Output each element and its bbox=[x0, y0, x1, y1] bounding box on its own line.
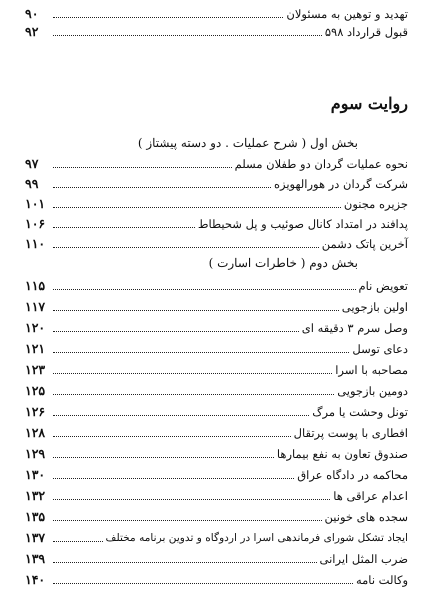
entry-title: سجده های خونین bbox=[324, 510, 408, 524]
toc-entry bbox=[25, 381, 408, 399]
entry-title: آخرین پاتک دشمن bbox=[321, 237, 408, 251]
entry-title: وصل سرم ۳ دقیقه ای bbox=[301, 321, 408, 335]
toc-entry bbox=[25, 318, 408, 336]
entry-title: دعای توسل bbox=[352, 342, 408, 356]
toc-entry bbox=[25, 276, 408, 294]
entry-title: پدافند در امتداد کانال صوئیب و پل شحیطاط bbox=[197, 217, 408, 231]
toc-entry bbox=[25, 194, 408, 212]
dot-leader bbox=[53, 16, 283, 18]
entry-title: ضرب المثل ایرانی bbox=[319, 552, 408, 566]
entry-title: تهدید و توهین به مسئولان bbox=[286, 7, 408, 21]
entry-page: ۱۱۰ bbox=[25, 236, 46, 251]
section-heading: روایت سوم bbox=[330, 94, 408, 113]
toc-entry bbox=[25, 423, 408, 441]
entry-page: ۱۲۱ bbox=[25, 341, 46, 356]
dot-leader bbox=[53, 166, 232, 168]
entry-page: ۹۹ bbox=[25, 176, 39, 191]
dot-leader bbox=[53, 519, 322, 521]
dot-leader bbox=[53, 582, 353, 584]
toc-entry bbox=[25, 360, 408, 378]
entry-title: جزیره مجنون bbox=[343, 197, 408, 211]
entry-title: وکالت نامه bbox=[355, 573, 408, 587]
entry-page: ۱۲۸ bbox=[25, 425, 46, 440]
toc-entry bbox=[25, 234, 408, 252]
toc-entry bbox=[25, 339, 408, 357]
dot-leader bbox=[53, 498, 330, 500]
entry-page: ۱۲۶ bbox=[25, 404, 46, 419]
entry-page: ۱۳۹ bbox=[25, 551, 46, 566]
entry-page: ۱۲۳ bbox=[25, 362, 46, 377]
part-title: بخش اول ( شرح عملیات . دو دسته پیشتاز ) bbox=[137, 136, 358, 150]
entry-page: ۱۳۵ bbox=[25, 509, 46, 524]
entry-page: ۱۳۷ bbox=[25, 530, 46, 545]
dot-leader bbox=[53, 226, 195, 228]
toc-entry bbox=[25, 22, 408, 40]
toc-entry bbox=[25, 570, 408, 588]
entry-page: ۱۲۰ bbox=[25, 320, 46, 335]
dot-leader bbox=[53, 561, 317, 563]
entry-page: ۹۰ bbox=[25, 6, 39, 21]
part-title: بخش دوم ( خاطرات اسارت ) bbox=[208, 256, 358, 270]
entry-page: ۱۱۵ bbox=[25, 278, 46, 293]
entry-page: ۹۷ bbox=[25, 156, 39, 171]
dot-leader bbox=[53, 34, 322, 36]
toc-entry bbox=[25, 486, 408, 504]
entry-title: دومین بازجویی bbox=[337, 384, 408, 398]
toc-entry bbox=[25, 4, 408, 22]
entry-title: تونل وحشت یا مرگ bbox=[312, 405, 408, 419]
dot-leader bbox=[53, 206, 341, 208]
toc-entry bbox=[25, 154, 408, 172]
toc-entry bbox=[25, 507, 408, 525]
entry-page: ۱۲۹ bbox=[25, 446, 46, 461]
dot-leader bbox=[53, 186, 271, 188]
dot-leader bbox=[53, 246, 319, 248]
dot-leader bbox=[53, 414, 309, 416]
entry-title: ایجاد تشکل شورای فرماندهی اسرا در اردوگاه و تدوین برنامه مختلف bbox=[105, 532, 408, 544]
entry-title: تعویض نام bbox=[358, 279, 408, 293]
toc-entry bbox=[25, 297, 408, 315]
entry-page: ۱۳۲ bbox=[25, 488, 46, 503]
dot-leader bbox=[53, 351, 349, 353]
toc-entry bbox=[25, 444, 408, 462]
dot-leader bbox=[53, 372, 332, 374]
dot-leader bbox=[53, 435, 291, 437]
entry-title: نحوه عملیات گردان دو طفلان مسلم bbox=[234, 157, 408, 171]
entry-title: شرکت گردان در هورالهویزه bbox=[273, 177, 408, 191]
entry-title: صندوق تعاون به نفع بیمارها bbox=[276, 447, 408, 461]
dot-leader bbox=[53, 393, 334, 395]
entry-page: ۱۰۶ bbox=[25, 216, 46, 231]
dot-leader bbox=[53, 330, 299, 332]
toc-entry bbox=[25, 214, 408, 232]
toc-entry bbox=[25, 549, 408, 567]
entry-title: اعدام عراقی ها bbox=[333, 489, 408, 503]
entry-title: اولین بازجویی bbox=[341, 300, 408, 314]
entry-page: ۱۴۰ bbox=[25, 572, 46, 587]
entry-title: افطاری با پوست پرتقال bbox=[293, 426, 408, 440]
dot-leader bbox=[53, 456, 274, 458]
entry-page: ۹۲ bbox=[25, 24, 39, 39]
toc-entry bbox=[25, 528, 408, 546]
toc-entry bbox=[25, 174, 408, 192]
dot-leader bbox=[53, 477, 294, 479]
entry-title: محاکمه در دادگاه عراق bbox=[297, 468, 408, 482]
entry-page: ۱۱۷ bbox=[25, 299, 46, 314]
entry-page: ۱۲۵ bbox=[25, 383, 46, 398]
entry-title: قبول قرارداد ۵۹۸ bbox=[324, 25, 408, 39]
entry-page: ۱۳۰ bbox=[25, 467, 46, 482]
dot-leader bbox=[53, 309, 339, 311]
dot-leader bbox=[53, 540, 103, 542]
toc-entry bbox=[25, 465, 408, 483]
toc-entry bbox=[25, 402, 408, 420]
entry-page: ۱۰۱ bbox=[25, 196, 46, 211]
dot-leader bbox=[53, 288, 356, 290]
entry-title: مصاحبه با اسرا bbox=[335, 363, 408, 377]
